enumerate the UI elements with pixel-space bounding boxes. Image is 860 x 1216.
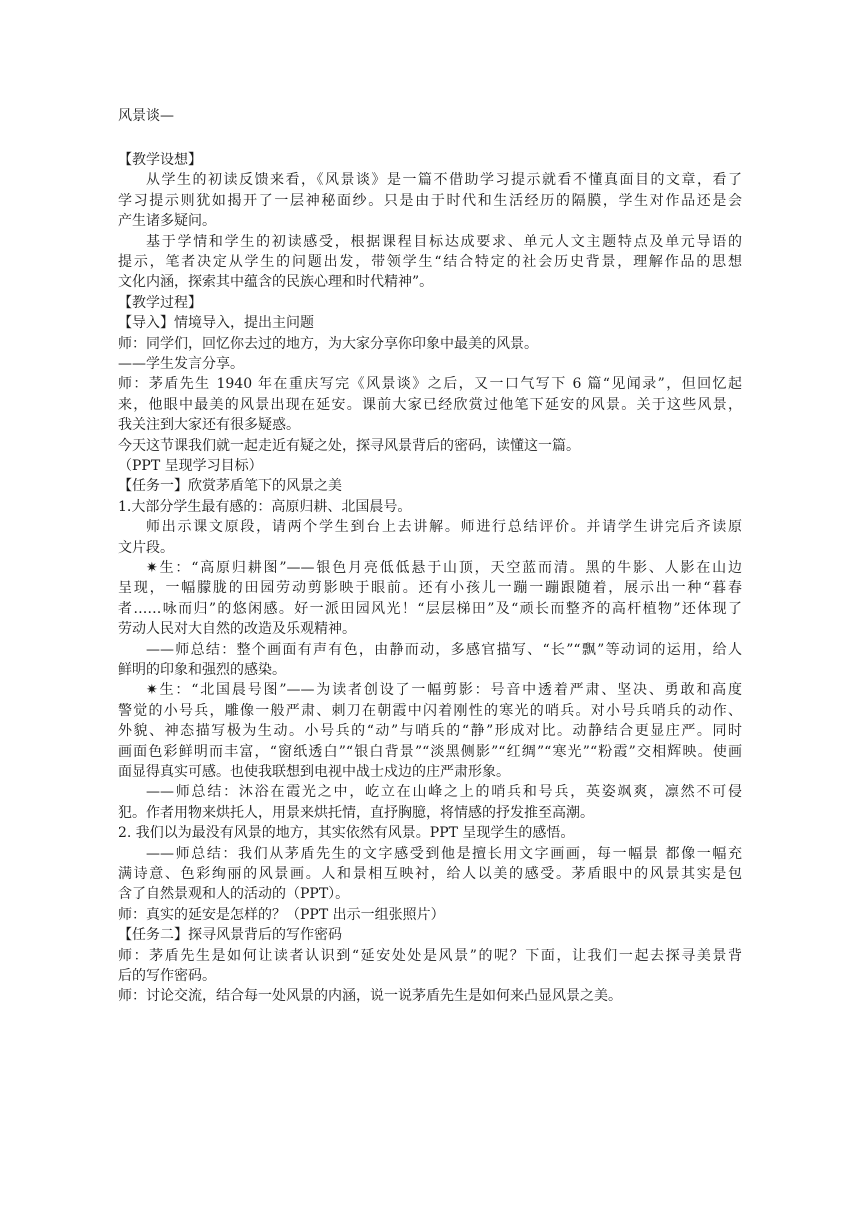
text-line: 文片段。 <box>118 539 174 556</box>
text-line: 我关注到大家还有很多疑惑。 <box>118 417 300 434</box>
text-line: ——学生发言分享。 <box>118 356 244 372</box>
text-line: 【教学设想】 <box>118 152 202 168</box>
text-line: 基于学情和学生的初读感受，根据课程目标达成要求、单元人文主题特点及单元导语的 <box>146 233 742 250</box>
text-line: ——师总结：我们从茅盾先生的文字感受到他是擅长用文字画画，每一幅景 都像一幅充 <box>146 845 742 862</box>
text-line: 2. 我们以为最没有风景的地方，其实依然有风景。PPT 呈现学生的感悟。 <box>118 825 575 842</box>
text-line: 产生诸多疑问。 <box>118 213 216 230</box>
text-line: 今天这节课我们就一起走近有疑之处，探寻风景背后的密码，读懂这一篇。 <box>118 437 580 454</box>
text-line: 犯。作者用物来烘托人，用景来烘托情，直抒胸臆，将情感的抒发推至高潮。 <box>118 804 594 821</box>
text-line: （PPT 呈现学习目标） <box>118 458 263 474</box>
text-line: 来，他眼中最美的风景出现在延安。课前大家已经欣赏过他笔下延安的风景。关于这些风景， <box>118 396 742 413</box>
text-line: 满诗意、色彩绚丽的风景画。人和景相互映衬，给人以美的感受。茅盾眼中的风景其实是包 <box>118 866 742 882</box>
text-line: 师：茅盾先生是如何让读者认识到“延安处处是风景”的呢？下面，让我们一起去探寻美景背 <box>118 947 742 964</box>
text-line: 师：同学们，回忆你去过的地方，为大家分享你印象中最美的风景。 <box>118 335 538 352</box>
text-line: 【任务一】欣赏茅盾笔下的风景之美 <box>118 478 342 495</box>
text-line: 师出示课文原段，请两个学生到台上去讲解。师进行总结评价。并请学生讲完后齐读原 <box>146 519 742 536</box>
text-line: ✷生：“高原归耕图”——银色月亮低低悬于山顶，天空蓝而清。黑的牛影、人影在山边 <box>146 560 742 576</box>
text-line: 1.大部分学生最有感的：高原归耕、北国晨号。 <box>118 498 412 515</box>
text-line: 【教学过程】 <box>118 294 202 311</box>
text-line: 呈现，一幅朦胧的田园劳动剪影映于眼前。还有小孩儿一蹦一蹦跟随着，展示出一种“暮春 <box>118 580 742 597</box>
text-line: 含了自然景观和人的活动的（PPT）。 <box>118 886 350 903</box>
text-line: 提示，笔者决定从学生的问题出发，带领学生“结合特定的社会历史背景，理解作品的思想 <box>118 254 742 270</box>
text-line: 师：真实的延安是怎样的？（PPT 出示一组张照片） <box>118 906 445 923</box>
text-line: ✷生：“北国晨号图”——为读者创设了一幅剪影：号音中透着严肃、坚决、勇敢和高度 <box>146 682 742 699</box>
text-line: 警觉的小号兵，雕像一般严肃、刺刀在朝霞中闪着刚性的寒光的哨兵。对小号兵哨兵的动作、 <box>118 702 742 719</box>
text-line: 外貌、神态描写极为生动。小号兵的“动”与哨兵的“静”形成对比。动静结合更显庄严。同时 <box>118 723 742 740</box>
text-line: ——师总结：整个画面有声有色，由静而动，多感官描写、“长”“飘”等动词的运用，给人 <box>146 641 742 658</box>
text-line: 【任务二】探寻风景背后的写作密码 <box>118 927 342 944</box>
text-line: 后的写作密码。 <box>118 968 216 984</box>
text-line: 者……咏而归”的悠闲感。好一派田园风光！“层层梯田”及“顽长而整齐的高杆植物”还体现了 <box>118 600 742 617</box>
text-line: 从学生的初读反馈来看，《风景谈》是一篇不借助学习提示就看不懂真面目的文章，看了 <box>146 172 742 189</box>
text-line: ——师总结：沐浴在霞光之中，屹立在山峰之上的哨兵和号兵，英姿飒爽，凛然不可侵 <box>146 784 742 801</box>
text-line: 鲜明的印象和强烈的感染。 <box>118 662 286 678</box>
text-line: 师：讨论交流，结合每一处风景的内涵，说一说茅盾先生是如何来凸显风景之美。 <box>118 988 622 1005</box>
text-line: 师：茅盾先生 1940 年在重庆写完《风景谈》之后，又一口气写下 6 篇“见闻录”，但回忆起 <box>118 376 742 393</box>
text-line: 【导入】情境导入，提出主问题 <box>118 315 314 332</box>
text-line: 面显得真实可感。也使我联想到电视中战士戍边的庄严肃形象。 <box>118 764 510 780</box>
document-title: 风景谈— <box>118 108 174 124</box>
text-line: 劳动人民对大自然的改造及乐观精神。 <box>118 621 356 638</box>
text-line: 文化内涵，探索其中蕴含的民族心理和时代精神”。 <box>118 274 434 291</box>
text-line: 画面色彩鲜明而丰富，“窗纸透白”“银白背景”“淡黑侧影”“红绸”“寒光”“粉霞”交相辉映。使画 <box>118 743 742 760</box>
text-line: 学习提示则犹如揭开了一层神秘面纱。只是由于时代和生活经历的隔膜，学生对作品还是会 <box>118 192 742 209</box>
